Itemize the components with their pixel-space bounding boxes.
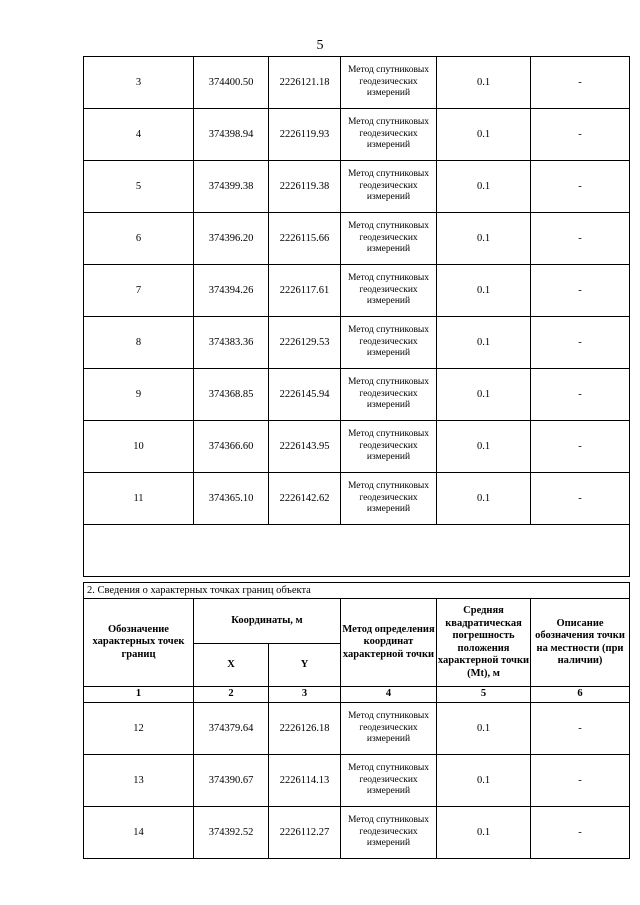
column-number: 2 [194,687,269,703]
description-cell: - [531,421,630,473]
column-number: 4 [341,687,437,703]
description-cell: - [531,807,630,859]
point-number-cell: 11 [84,473,194,525]
point-number-cell: 14 [84,807,194,859]
header-y: Y [269,644,341,687]
description-cell: - [531,265,630,317]
y-coordinate-cell: 2226119.93 [269,109,341,161]
header-accuracy: Средняя квадратическая погрешность положения характерной точки (Mt), м [437,599,531,687]
table-row [84,317,630,369]
description-cell: - [531,57,630,109]
x-coordinate-cell: 374366.60 [194,421,269,473]
x-coordinate-cell: 374383.36 [194,317,269,369]
description-cell: - [531,369,630,421]
y-coordinate-cell: 2226142.62 [269,473,341,525]
y-coordinate-cell: 2226117.61 [269,265,341,317]
y-coordinate-cell: 2226115.66 [269,213,341,265]
table-row [84,807,630,859]
table-row [84,57,630,109]
header-method: Метод определения координат характерной точки [341,599,437,687]
header-description: Описание обозначения точки на местности (при наличии) [531,599,630,687]
x-coordinate-cell: 374399.38 [194,161,269,213]
point-number-cell: 10 [84,421,194,473]
table-row [84,703,630,755]
y-coordinate-cell: 2226129.53 [269,317,341,369]
x-coordinate-cell: 374390.67 [194,755,269,807]
method-cell: Метод спутниковых геодезических измерений [341,161,437,213]
accuracy-cell: 0.1 [437,473,531,525]
description-cell: - [531,109,630,161]
point-number-cell: 5 [84,161,194,213]
point-number-cell: 13 [84,755,194,807]
accuracy-cell: 0.1 [437,703,531,755]
column-number: 6 [531,687,630,703]
table-row [84,213,630,265]
y-coordinate-cell: 2226145.94 [269,369,341,421]
table-row [84,421,630,473]
coordinates-table-continued [83,56,630,577]
accuracy-cell: 0.1 [437,807,531,859]
page-number: 5 [316,38,324,53]
accuracy-cell: 0.1 [437,755,531,807]
point-number-cell: 4 [84,109,194,161]
x-coordinate-cell: 374379.64 [194,703,269,755]
method-cell: Метод спутниковых геодезических измерений [341,213,437,265]
description-cell: - [531,161,630,213]
accuracy-cell: 0.1 [437,161,531,213]
point-number-cell: 7 [84,265,194,317]
table-row [84,369,630,421]
method-cell: Метод спутниковых геодезических измерений [341,703,437,755]
y-coordinate-cell: 2226126.18 [269,703,341,755]
table-row [84,473,630,525]
point-number-cell: 6 [84,213,194,265]
method-cell: Метод спутниковых геодезических измерений [341,473,437,525]
table-row [84,109,630,161]
accuracy-cell: 0.1 [437,421,531,473]
method-cell: Метод спутниковых геодезических измерений [341,265,437,317]
accuracy-cell: 0.1 [437,265,531,317]
accuracy-cell: 0.1 [437,57,531,109]
description-cell: - [531,703,630,755]
x-coordinate-cell: 374398.94 [194,109,269,161]
boundary-points-table [83,582,630,859]
header-x: X [194,644,269,687]
header-coordinates: Координаты, м [194,599,341,644]
method-cell: Метод спутниковых геодезических измерений [341,57,437,109]
column-number: 5 [437,687,531,703]
y-coordinate-cell: 2226143.95 [269,421,341,473]
method-cell: Метод спутниковых геодезических измерений [341,109,437,161]
table-row [84,161,630,213]
method-cell: Метод спутниковых геодезических измерений [341,421,437,473]
description-cell: - [531,473,630,525]
point-number-cell: 9 [84,369,194,421]
point-number-cell: 8 [84,317,194,369]
header-designation: Обозначение характерных точек границ [84,599,194,687]
x-coordinate-cell: 374368.85 [194,369,269,421]
y-coordinate-cell: 2226121.18 [269,57,341,109]
accuracy-cell: 0.1 [437,213,531,265]
method-cell: Метод спутниковых геодезических измерений [341,369,437,421]
table-row [84,265,630,317]
point-number-cell: 12 [84,703,194,755]
x-coordinate-cell: 374396.20 [194,213,269,265]
accuracy-cell: 0.1 [437,109,531,161]
description-cell: - [531,213,630,265]
y-coordinate-cell: 2226119.38 [269,161,341,213]
method-cell: Метод спутниковых геодезических измерений [341,807,437,859]
x-coordinate-cell: 374394.26 [194,265,269,317]
accuracy-cell: 0.1 [437,369,531,421]
table-row [84,755,630,807]
description-cell: - [531,755,630,807]
x-coordinate-cell: 374365.10 [194,473,269,525]
section-title: 2. Сведения о характерных точках границ объекта [84,583,630,599]
accuracy-cell: 0.1 [437,317,531,369]
description-cell: - [531,317,630,369]
x-coordinate-cell: 374400.50 [194,57,269,109]
y-coordinate-cell: 2226112.27 [269,807,341,859]
method-cell: Метод спутниковых геодезических измерений [341,317,437,369]
x-coordinate-cell: 374392.52 [194,807,269,859]
blank-row [84,525,630,577]
point-number-cell: 3 [84,57,194,109]
method-cell: Метод спутниковых геодезических измерений [341,755,437,807]
column-number: 1 [84,687,194,703]
column-number: 3 [269,687,341,703]
y-coordinate-cell: 2226114.13 [269,755,341,807]
